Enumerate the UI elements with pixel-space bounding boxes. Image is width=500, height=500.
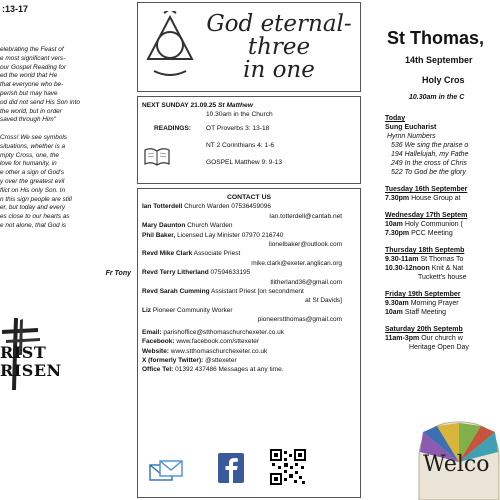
reflection-line: e other a sign of God's [0,169,65,177]
qr-code-icon [270,449,306,485]
contact-entry [142,221,356,230]
facebook-line [142,337,356,346]
contact-role: Church Warden [184,203,230,211]
contact-entry [142,231,356,240]
event-item [385,299,500,308]
event-text: Our church w [421,335,463,342]
reflection-signoff: Fr Tony [105,270,131,277]
next-sunday-label: NEXT SUNDAY [142,102,189,109]
event-item [385,194,500,203]
website-label: Website: [142,347,169,355]
reflection-line: mpty Cross, one, the [0,151,59,159]
contact-name: Liz [142,306,152,314]
contact-role: Licensed Lay Minister [177,231,240,239]
day-heading: Tuesday 16th September [385,186,468,193]
event-time: 7.30pm [385,195,410,202]
today-service [385,123,500,132]
trinity-emblem-icon [144,11,196,83]
banner-line: God eternal- [206,11,352,37]
contact-role: Assistant Priest [on secondment [211,288,304,296]
day-heading: Saturday 20th Septemb [385,326,463,333]
event-item [385,220,500,229]
contact-entry [142,268,356,277]
contact-email[interactable]: mike.clark@exeter.anglican.org [251,259,342,267]
reflection-line: the world, but in order [0,107,62,115]
reflection-panel [0,0,135,500]
event-text: PCC Meeting [411,230,453,237]
contact-phone: 07970 216740 [241,231,284,239]
church-title: St Thomas, [387,28,485,48]
contact-phone: 07536459096 [231,203,271,211]
facebook-link[interactable]: www.facebook.com/sttexeter [176,338,260,346]
event-item [385,334,500,343]
next-sunday-box [137,96,361,184]
info-panel [137,2,361,498]
day-heading: Thursday 18th Septemb [385,247,465,254]
contact-icons [138,447,362,487]
x-handle[interactable]: @sttexeter [205,356,237,364]
contact-note: at St Davids] [305,297,342,305]
events-list [385,114,500,352]
hymn-item: 522 To God be the glory [391,169,466,176]
contact-entry [142,306,356,315]
parish-email-link[interactable]: parishoffice@stthomaschurchexeter.co.uk [163,328,284,336]
event-time: 7.30pm [385,230,410,237]
banner-line: in one [243,57,315,83]
event-text: Holy Communion ( [404,221,463,228]
reading-nt: NT 2 Corinthians 4: 1-6 [206,142,275,149]
cross-text-line: RISEN [0,361,62,380]
service-time: 10.30am in the C [409,94,465,101]
contact-role: Pioneer Community Worker [152,306,233,314]
reflection-line: ed the world that He [0,72,58,80]
website-line [142,347,356,356]
reflection-line: perish but may have [0,89,58,97]
event-item [385,229,500,238]
reflection-line: love for humanity, in [0,160,57,168]
banner-image [137,2,361,92]
banner-line: three [247,34,311,60]
email-icon [148,459,184,483]
contact-email[interactable]: Ian.totterdell@cantab.net [269,212,342,220]
next-sunday-feast: St Matthew [218,102,253,109]
contact-phone: 07594633195 [210,269,251,277]
reflection-line: Cross! We see symbols [0,133,68,141]
event-time: 9.30am [385,300,409,307]
reflection-line: that everyone who be- [0,81,64,89]
facebook-icon [218,453,244,483]
contact-email[interactable]: tlitherland36@gmail.com [270,278,342,286]
contact-role: Associate Priest [193,250,241,258]
reflection-line: situations, whether is a [0,142,66,150]
reflection-line: er, but today and every [0,204,66,212]
event-item [385,264,500,273]
event-time: 10am [385,309,403,316]
contact-name: Phil Baker, [142,231,176,239]
event-text: Morning Prayer [410,300,459,307]
contacts-box [137,188,361,498]
today-heading: Today [385,115,406,122]
sunday-date: 14th September [405,55,473,65]
hymns-label: Hymn Numbers [387,133,436,140]
reflection-line [0,125,134,134]
hymn-item: 249 In the cross of Chris [391,160,467,167]
x-line [142,356,356,365]
contact-email[interactable]: pioneerstthomas@gmail.com [257,316,342,324]
reflection-line: flict on His only Son. In [0,186,66,194]
event-text: Staff Meeting [404,309,446,316]
reflection-line: elebrating the Feast of [0,46,64,53]
event-time: 9.30-11am [385,256,419,263]
reflection-line: n this sign people are still [0,195,72,203]
reflection-line: od did not send His Son into [0,98,80,106]
reflection-line: e most significant vers- [0,54,66,62]
event-time: 10am [385,221,403,228]
day-heading: Friday 19th September [385,291,461,298]
hymn-item: 194 Hallelujah, my Fathe [391,151,469,158]
next-sunday-date: 21.09.25 [190,102,217,109]
contact-entry [142,287,356,296]
contact-email[interactable]: lionelbaker@outlook.com [268,241,342,249]
readings-label: READINGS: [154,125,191,132]
reflection-line: es close to our hearts as [0,213,70,221]
reading-ot: OT Proverbs 3: 13-18 [206,125,270,132]
welcome-text: Welco [423,452,490,477]
office-tel-value: 01392 437486 Messages at any time. [175,366,284,374]
reflection-text [0,46,134,231]
contact-name: Revd Terry Litherland [142,269,209,277]
scripture-reference: :13-17 [2,4,29,14]
reading-gospel: GOSPEL Matthew 9: 9-13 [206,159,282,166]
event-time: 11am-3pm [385,335,420,342]
banner-title [196,13,361,82]
cross-text-line: RIST [0,343,47,362]
next-sunday-service: 10.30am in the Church [206,111,273,118]
reflection-line: e not alone, that God is [0,221,67,229]
event-text: St Thomas To [420,256,464,263]
today-service-name: Sung Eucharist [385,124,437,131]
contact-entry [142,202,356,211]
contact-role: Church Warden [187,222,233,230]
parish-email-label: Email: [142,328,162,336]
reflection-line: y over the greatest evil [0,177,65,185]
feast-name: Holy Cros [422,75,465,85]
facebook-label: Facebook: [142,338,175,346]
event-text: Knit & Nat [431,265,464,272]
contact-name: Ian Totterdell [142,203,183,211]
hymn-item: 536 We sing the praise o [391,142,469,149]
reflection-line: saved through Him" [0,116,56,124]
event-subtext: Heritage Open Day [409,344,469,351]
contact-entry [142,249,356,258]
website-link[interactable]: www.stthomaschurchexeter.co.uk [170,347,268,355]
event-time: 10.30-12noon [385,265,430,272]
contact-name: Revd Mike Clark [142,250,193,258]
parish-email-line [142,328,356,337]
x-label: X (formerly Twitter): [142,356,204,364]
event-subtext: Tuckett's house [418,274,467,281]
event-text: House Group at [411,195,461,202]
office-tel-line [142,365,356,374]
contact-name: Revd Sarah Cumming [142,288,210,296]
reflection-line: our Gospel Reading for [0,63,67,71]
day-heading: Wednesday 17th Septem [385,212,468,219]
event-item [385,308,500,317]
contacts-title: CONTACT US [226,194,272,201]
book-icon [144,145,170,167]
christ-is-risen-graphic [0,344,62,380]
office-tel-label: Office Tel: [142,366,174,374]
event-item [385,255,500,264]
contact-name: Mary Daunton [142,222,186,230]
notices-panel [365,0,500,500]
